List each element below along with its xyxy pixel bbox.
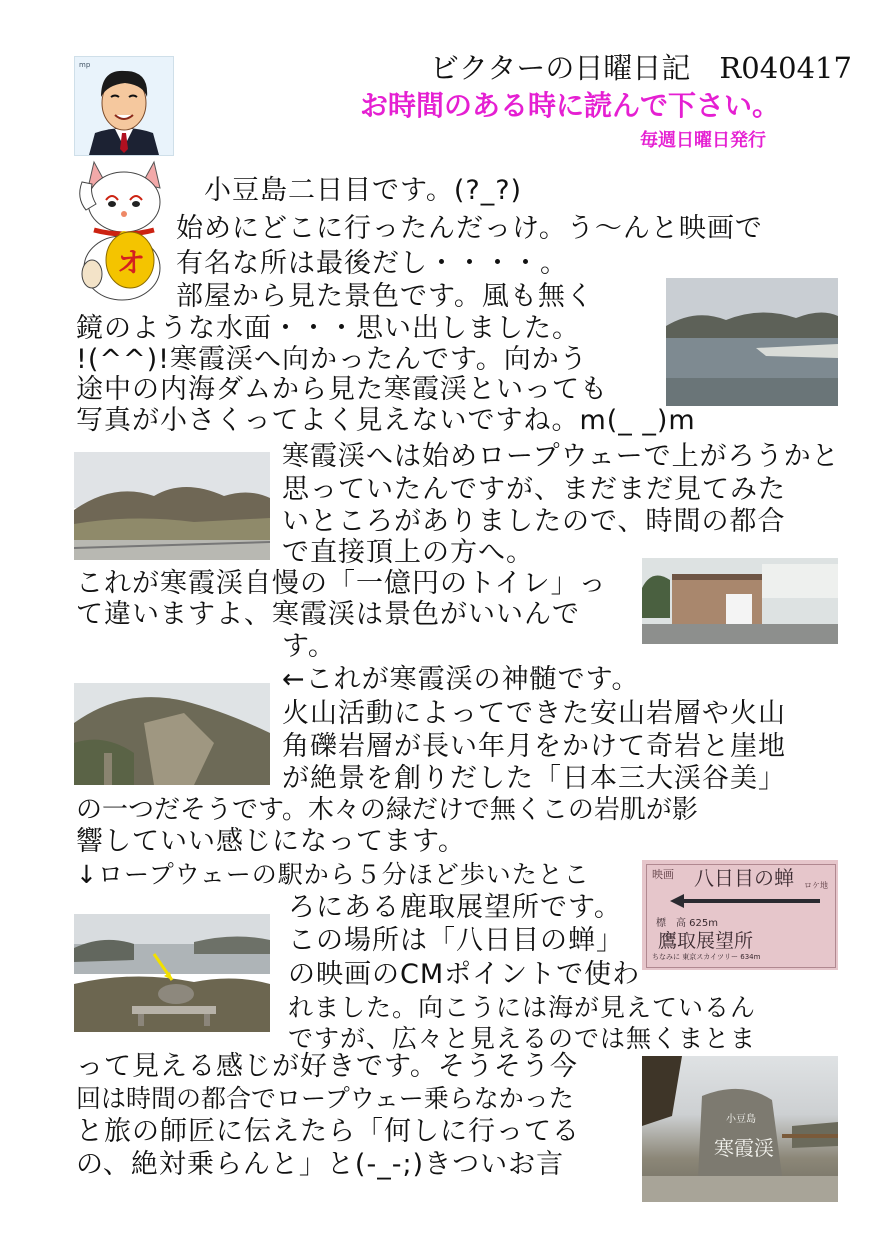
stone-small-text: 小豆島 xyxy=(726,1114,756,1125)
text-line: 角礫岩層が長い年月をかけて奇岩と崖地 xyxy=(282,731,786,762)
photo-rocky-gorge xyxy=(74,683,270,785)
photo-observation-point xyxy=(74,914,270,1032)
sign-location-label: ロケ地 xyxy=(804,881,828,890)
photo-room-view xyxy=(666,278,838,406)
text-line: 響していい感じになってます。 xyxy=(76,826,466,857)
text-line: いところがありましたので、時間の都合 xyxy=(282,506,786,537)
text-line: れました。向こうには海が見えているん xyxy=(288,993,757,1022)
text-line: て違いますよ、寒霞渓は景色がいいんで xyxy=(76,599,580,630)
text-line: ろにある鹿取展望所です。 xyxy=(288,892,622,923)
photo-dam-view xyxy=(74,452,270,560)
text-line: 途中の内海ダムから見た寒霞渓といっても xyxy=(76,374,608,405)
text-line: 有名な所は最後だし・・・・。 xyxy=(176,248,568,279)
text-line: ↓ロープウェーの駅から５分ほど歩いたとこ xyxy=(76,860,590,889)
stone-name-text: 寒霞渓 xyxy=(714,1136,774,1160)
text-line: 思っていたんですが、まだまだ見てみた xyxy=(282,474,786,505)
page-title: ビクターの日曜日記 R040417 xyxy=(430,51,852,85)
photo-takatori-sign xyxy=(642,860,838,970)
text-line: 部屋から見た景色です。風も無く xyxy=(176,281,594,312)
text-line: って見える感じが好きです。そうそう今 xyxy=(76,1051,578,1082)
sign-film-title: 八日目の蝉 xyxy=(694,866,794,890)
text-line: と旅の師匠に伝えたら「何しに行ってる xyxy=(76,1116,580,1147)
sign-film-label: 映画 xyxy=(652,868,674,881)
text-line: の映画のCMポイントで使わ xyxy=(288,959,641,990)
weekly-note: 毎週日曜日発行 xyxy=(640,130,766,151)
text-line: す。 xyxy=(282,631,336,662)
text-line: 写真が小さくってよく見えないですね。m(_ _)m xyxy=(76,405,696,436)
sign-footer-note: ちなみに 東京スカイツリー 634m xyxy=(652,953,761,961)
text-line: 始めにどこに行ったんだっけ。う～んと映画で xyxy=(176,213,763,244)
text-line: で直接頂上の方へ。 xyxy=(282,537,534,568)
page-subtitle: お時間のある時に読んで下さい。 xyxy=(360,89,781,122)
photo-kankakei-stone xyxy=(642,1056,838,1202)
text-line: ←これが寒霞渓の神髄です。 xyxy=(282,664,640,695)
text-line: の一つだそうです。木々の緑だけで無くこの岩肌が影 xyxy=(76,795,698,825)
sign-elevation: 標 高 625m xyxy=(656,918,719,929)
text-line: 回は時間の都合でロープウェー乗らなかった xyxy=(76,1084,574,1113)
text-line: 火山活動によってできた安山岩層や火山 xyxy=(282,698,786,729)
text-line: これが寒霞渓自慢の「一億円のトイレ」っ xyxy=(76,568,607,599)
cat-badge-text: オ xyxy=(117,246,146,279)
sign-place-name: 鷹取展望所 xyxy=(658,930,754,952)
text-line: !(^^)!寒霞渓へ向かったんです。向かう xyxy=(76,344,588,375)
avatar-tag: mp xyxy=(79,61,91,69)
photo-toilet-building xyxy=(642,558,838,644)
arrow-left-icon xyxy=(670,894,820,908)
text-line: の、絶対乗らんと」と(-_-;)きついお言 xyxy=(76,1149,565,1180)
avatar xyxy=(74,56,174,156)
text-line: この場所は「八日目の蝉」 xyxy=(288,925,624,956)
text-line: 寒霞渓へは始めロープウェーで上がろうかと xyxy=(282,441,840,472)
lucky-cat-illustration xyxy=(72,158,176,302)
text-line: が絶景を創りだした「日本三大渓谷美」 xyxy=(282,763,786,794)
text-line: ですが、広々と見えるのでは無くまとま xyxy=(288,1024,757,1053)
text-line: 鏡のような水面・・・思い出しました。 xyxy=(76,313,580,344)
text-line: 小豆島二日目です。(?_?) xyxy=(176,175,523,206)
